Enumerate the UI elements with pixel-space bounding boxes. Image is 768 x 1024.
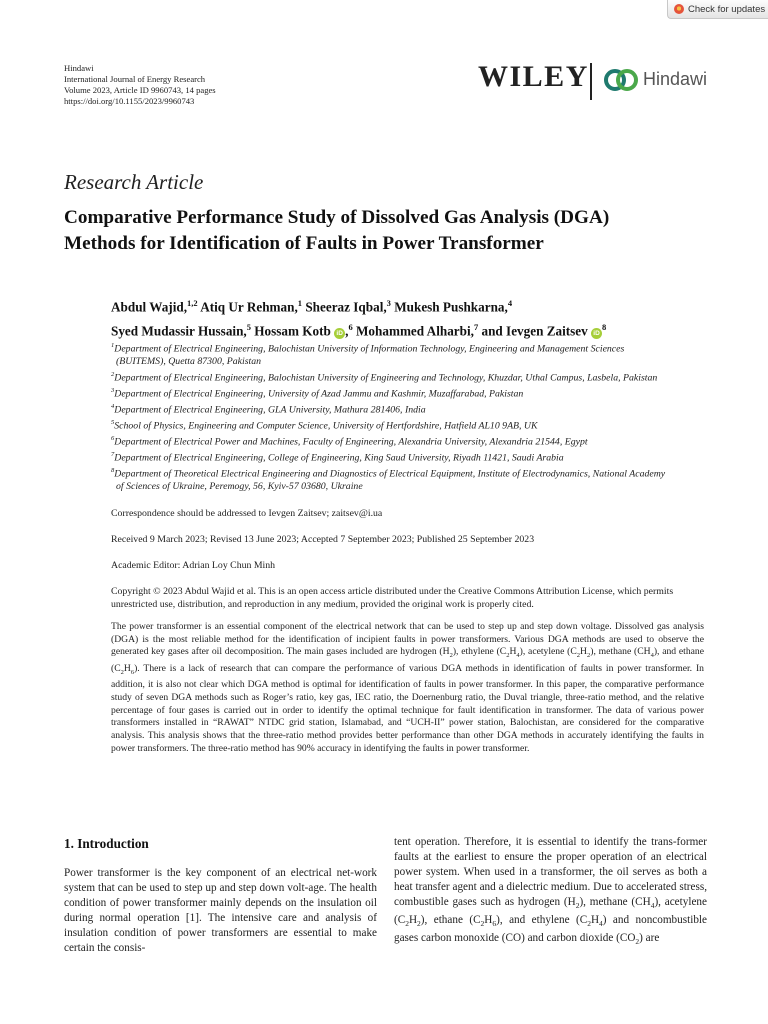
volume-line: Volume 2023, Article ID 9960743, 14 pages <box>64 85 216 95</box>
orcid-icon[interactable]: iD <box>334 328 345 339</box>
affiliation-text: Department of Electrical Engineering, Balochistan University of Information Technology, Engineering and Management Sciences (BUITEMS), Quetta 87300, Pakistan <box>114 343 625 368</box>
author-affil-sup: 3 <box>386 298 391 308</box>
affiliation-text: Department of Electrical Engineering, Balochistan University of Engineering and Technology, Khuzdar, Uthal Campus, Lasbela, Pakistan <box>114 372 658 384</box>
crossmark-icon <box>674 4 684 14</box>
affiliation-number: 4 <box>111 402 115 410</box>
affiliation-item <box>111 369 671 385</box>
check-for-updates-label: Check for updates <box>688 3 766 15</box>
article-type: Research Article <box>64 170 204 194</box>
logo-divider <box>590 63 592 100</box>
publisher-name: Hindawi <box>64 63 94 73</box>
author-line-2: Syed Mudassir Hussain,$^5$ Hossam Kotb iD ,$^6$ Mohammed Alharbi,$^7$ and Ievgen Zaitsev $iD^8$ <box>111 322 607 339</box>
affiliation-number: 2 <box>111 370 115 378</box>
affiliation-text: School of Physics, Engineering and Computer Science, University of Hertfordshire, Hatfield AL10 9AB, UK <box>114 420 538 432</box>
title-line-1: Comparative Performance Study of Dissolved Gas Analysis (DGA) <box>64 207 610 228</box>
affiliation-item <box>111 417 671 433</box>
author-affil-sup: 6 <box>348 322 353 333</box>
author-affil-sup: 1 <box>297 298 303 308</box>
author-name: Atiq Ur Rehman, <box>200 299 298 315</box>
affiliation-item <box>111 465 671 494</box>
author-affil-sup: 8 <box>602 322 607 333</box>
correspondence: Correspondence should be addressed to Ievgen Zaitsev; zaitsev@i.ua <box>111 508 383 519</box>
author-name: Abdul Wajid, <box>111 299 187 315</box>
article-title <box>64 205 714 257</box>
academic-editor: Academic Editor: Adrian Loy Chun Minh <box>111 560 276 571</box>
author-name: Mohammed Alharbi, <box>355 323 474 339</box>
affiliation-text: Department of Electrical Engineering, College of Engineering, King Saud University, Riyadh 11421, Saudi Arabia <box>114 452 564 464</box>
copyright-notice: Copyright © 2023 Abdul Wajid et al. This is an open access article distributed under the Creative Commons Attribution License, which permits unrestricted use, distribution, and reproduction in any medium, provided the original work is properly cited. <box>111 586 674 610</box>
hindawi-logo-icon <box>603 67 639 93</box>
orcid-icon[interactable]: iD <box>591 328 602 339</box>
affiliation-number: 1 <box>111 342 115 349</box>
abstract: The power transformer is an essential component of the electrical network that can be used to step up and step down voltage. Dissolved gas analysis (DGA) is the most reliable method for the identification of incipient faults in power transformers. Various DGA methods are used to observe the generated key gases after oil decomposition. The main gases included are hydrogen $(H_2)$, ethylene $(C_2H_4)$, acetylene $(C_2H_2)$, methane $(CH_4)$, and ethane $(C_2H_6)$. There is a lack of research that can compare the performance of various DGA methods in identification of faults in power transformer. In addition, it is also not clear which DGA method is optimal for identification of faults in power transformer. In this paper, the comparative performance study of seven DGA methods such as Roger’s ratio, key gas, IEC ratio, the Doernenburg ratio, the Duval triangle, three-ratio method, and the relative percentage of four gases is carried out in order to identify the optimal technique for fault identification in transformer. The data of various power transformers installed in “RAWAT” NTDC grid station, Islamabad, and “UCH-II” power station, Balochistan, are considered for the comparative analysis. This analysis shows that the three-ratio method provides better performance than other DGA methods in accurately identifying the faults in power transformers. The three-ratio method has 90% accuracy in identifying the faults in power transformer. <box>111 621 705 754</box>
affiliation-number: 7 <box>111 450 115 458</box>
article-dates: Received 9 March 2023; Revised 13 June 2023; Accepted 7 September 2023; Published 25 September 2023 <box>111 534 535 545</box>
author-name: and Ievgen Zaitsev <box>481 323 588 339</box>
affiliation-text: Department of Electrical Power and Machines, Faculty of Engineering, Alexandria University, Alexandria 21544, Egypt <box>114 436 588 448</box>
author-name: Syed Mudassir Hussain, <box>111 323 247 339</box>
affiliation-item <box>111 433 671 449</box>
affiliation-text: Department of Theoretical Electrical Engineering and Diagnostics of Electrical Equipment, Institute of Electrodynamics, National Academy of Sciences of Ukraine, Peremogy, 56, Kyiv-57 03680, Ukraine <box>114 468 666 492</box>
author-line-1 <box>111 293 721 317</box>
affiliation-text: Department of Electrical Engineering, University of Azad Jammu and Kashmir, Muzaffarabad, Pakistan <box>114 388 524 400</box>
intro-right-column: tent operation. Therefore, it is essential to identify the trans-former faults at the earliest to ensure the proper operation of an electrical power system. When used in a transformer, the oil serves as both a heat transfer agent and a dielectric medium. Due to accelerated stress, combustible gases such as hydrogen $(H_2)$, methane $(CH_4)$, acetylene $(C_2H_2)$, ethane $(C_2H_6)$, and ethylene $(C_2H_4)$ and noncombustible gases carbon monoxide (CO) and carbon dioxide $(CO_2)$ are <box>394 836 707 947</box>
affiliation-item <box>111 401 671 417</box>
wiley-logo: WILEY <box>478 60 589 93</box>
author-affil-sup: 7 <box>473 322 479 333</box>
affiliation-number: 3 <box>111 386 115 394</box>
author-list <box>111 293 721 342</box>
author-affil-sup: 4 <box>507 298 513 308</box>
affiliation-item <box>111 449 671 465</box>
author-name: Sheeraz Iqbal, <box>305 299 387 315</box>
section-heading-introduction: 1. Introduction <box>64 836 149 851</box>
affiliation-number: 5 <box>111 418 115 426</box>
author-affil-sup: 5 <box>246 322 251 333</box>
author-name: Mukesh Pushkarna, <box>394 299 508 315</box>
affiliation-number: 6 <box>111 434 115 442</box>
author-name: Hossam Kotb <box>254 323 331 339</box>
check-for-updates-button[interactable] <box>667 0 768 19</box>
title-line-2: Methods for Identification of Faults in Power Transformer <box>64 233 544 254</box>
doi-link[interactable]: https://doi.org/10.1155/2023/9960743 <box>64 96 195 106</box>
affiliations-list <box>111 340 671 494</box>
affiliation-number: 8 <box>111 466 115 474</box>
journal-name: International Journal of Energy Research <box>64 74 206 84</box>
affiliation-item <box>111 385 671 401</box>
affiliation-item <box>111 340 671 369</box>
intro-left-column: Power transformer is the key component of an electrical net-work system that can be used to step up and step down volt-age. The health condition of power transformer mainly depends on the insulation oil during normal operation [1]. The intensive care and analysis of insulation condition of power transformers are essential to make certain the consis- <box>64 867 377 954</box>
author-affil-sup: 1,2 <box>187 298 198 308</box>
hindawi-logo-text: Hindawi <box>643 69 708 89</box>
journal-meta <box>64 63 216 107</box>
affiliation-text: Department of Electrical Engineering, GLA University, Mathura 281406, India <box>114 404 426 416</box>
